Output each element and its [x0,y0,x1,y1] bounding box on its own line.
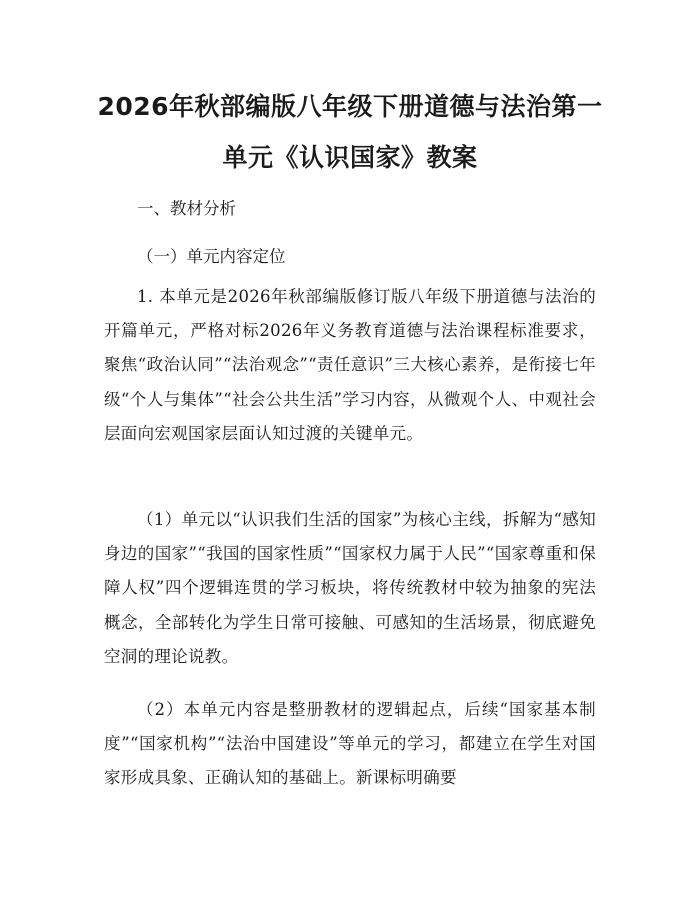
subsection-heading: （一）单元内容定位 [137,247,286,266]
document-title-line-1: 2026年秋部编版八年级下册道德与法治第一 [97,92,603,121]
paragraph-3: （2）本单元内容是整册教材的逻辑起点，后续“国家基本制度”“国家机构”“法治中国建设”等单元的学习，都建立在学生对国家形成具象、正确认知的基础上。新课标明确要 [104,700,596,788]
paragraph-2: （1）单元以“认识我们生活的国家”为核心主线，拆解为“感知身边的国家”“我国的国家性质”“国家权力属于人民”“国家尊重和保障人权”四个逻辑连贯的学习板块，将传统教材中较为抽象的宪法概念，全部转化为学生日常可接触、可感知的生活场景，彻底避免空洞的理论说教。 [104,510,596,666]
document-title-line-2: 单元《认识国家》教案 [222,143,478,172]
paragraph-1: 1. 本单元是2026年秋部编版修订版八年级下册道德与法治的开篇单元，严格对标2026年义务教育道德与法治课程标准要求，聚焦“政治认同”“法治观念”“责任意识”三大核心素养，是衔接七年级“个人与集体”“社会公共生活”学习内容，从微观个人、中观社会层面向宏观国家层面认知过渡的关键单元。 [104,287,596,443]
section-heading: 一、教材分析 [137,199,236,218]
